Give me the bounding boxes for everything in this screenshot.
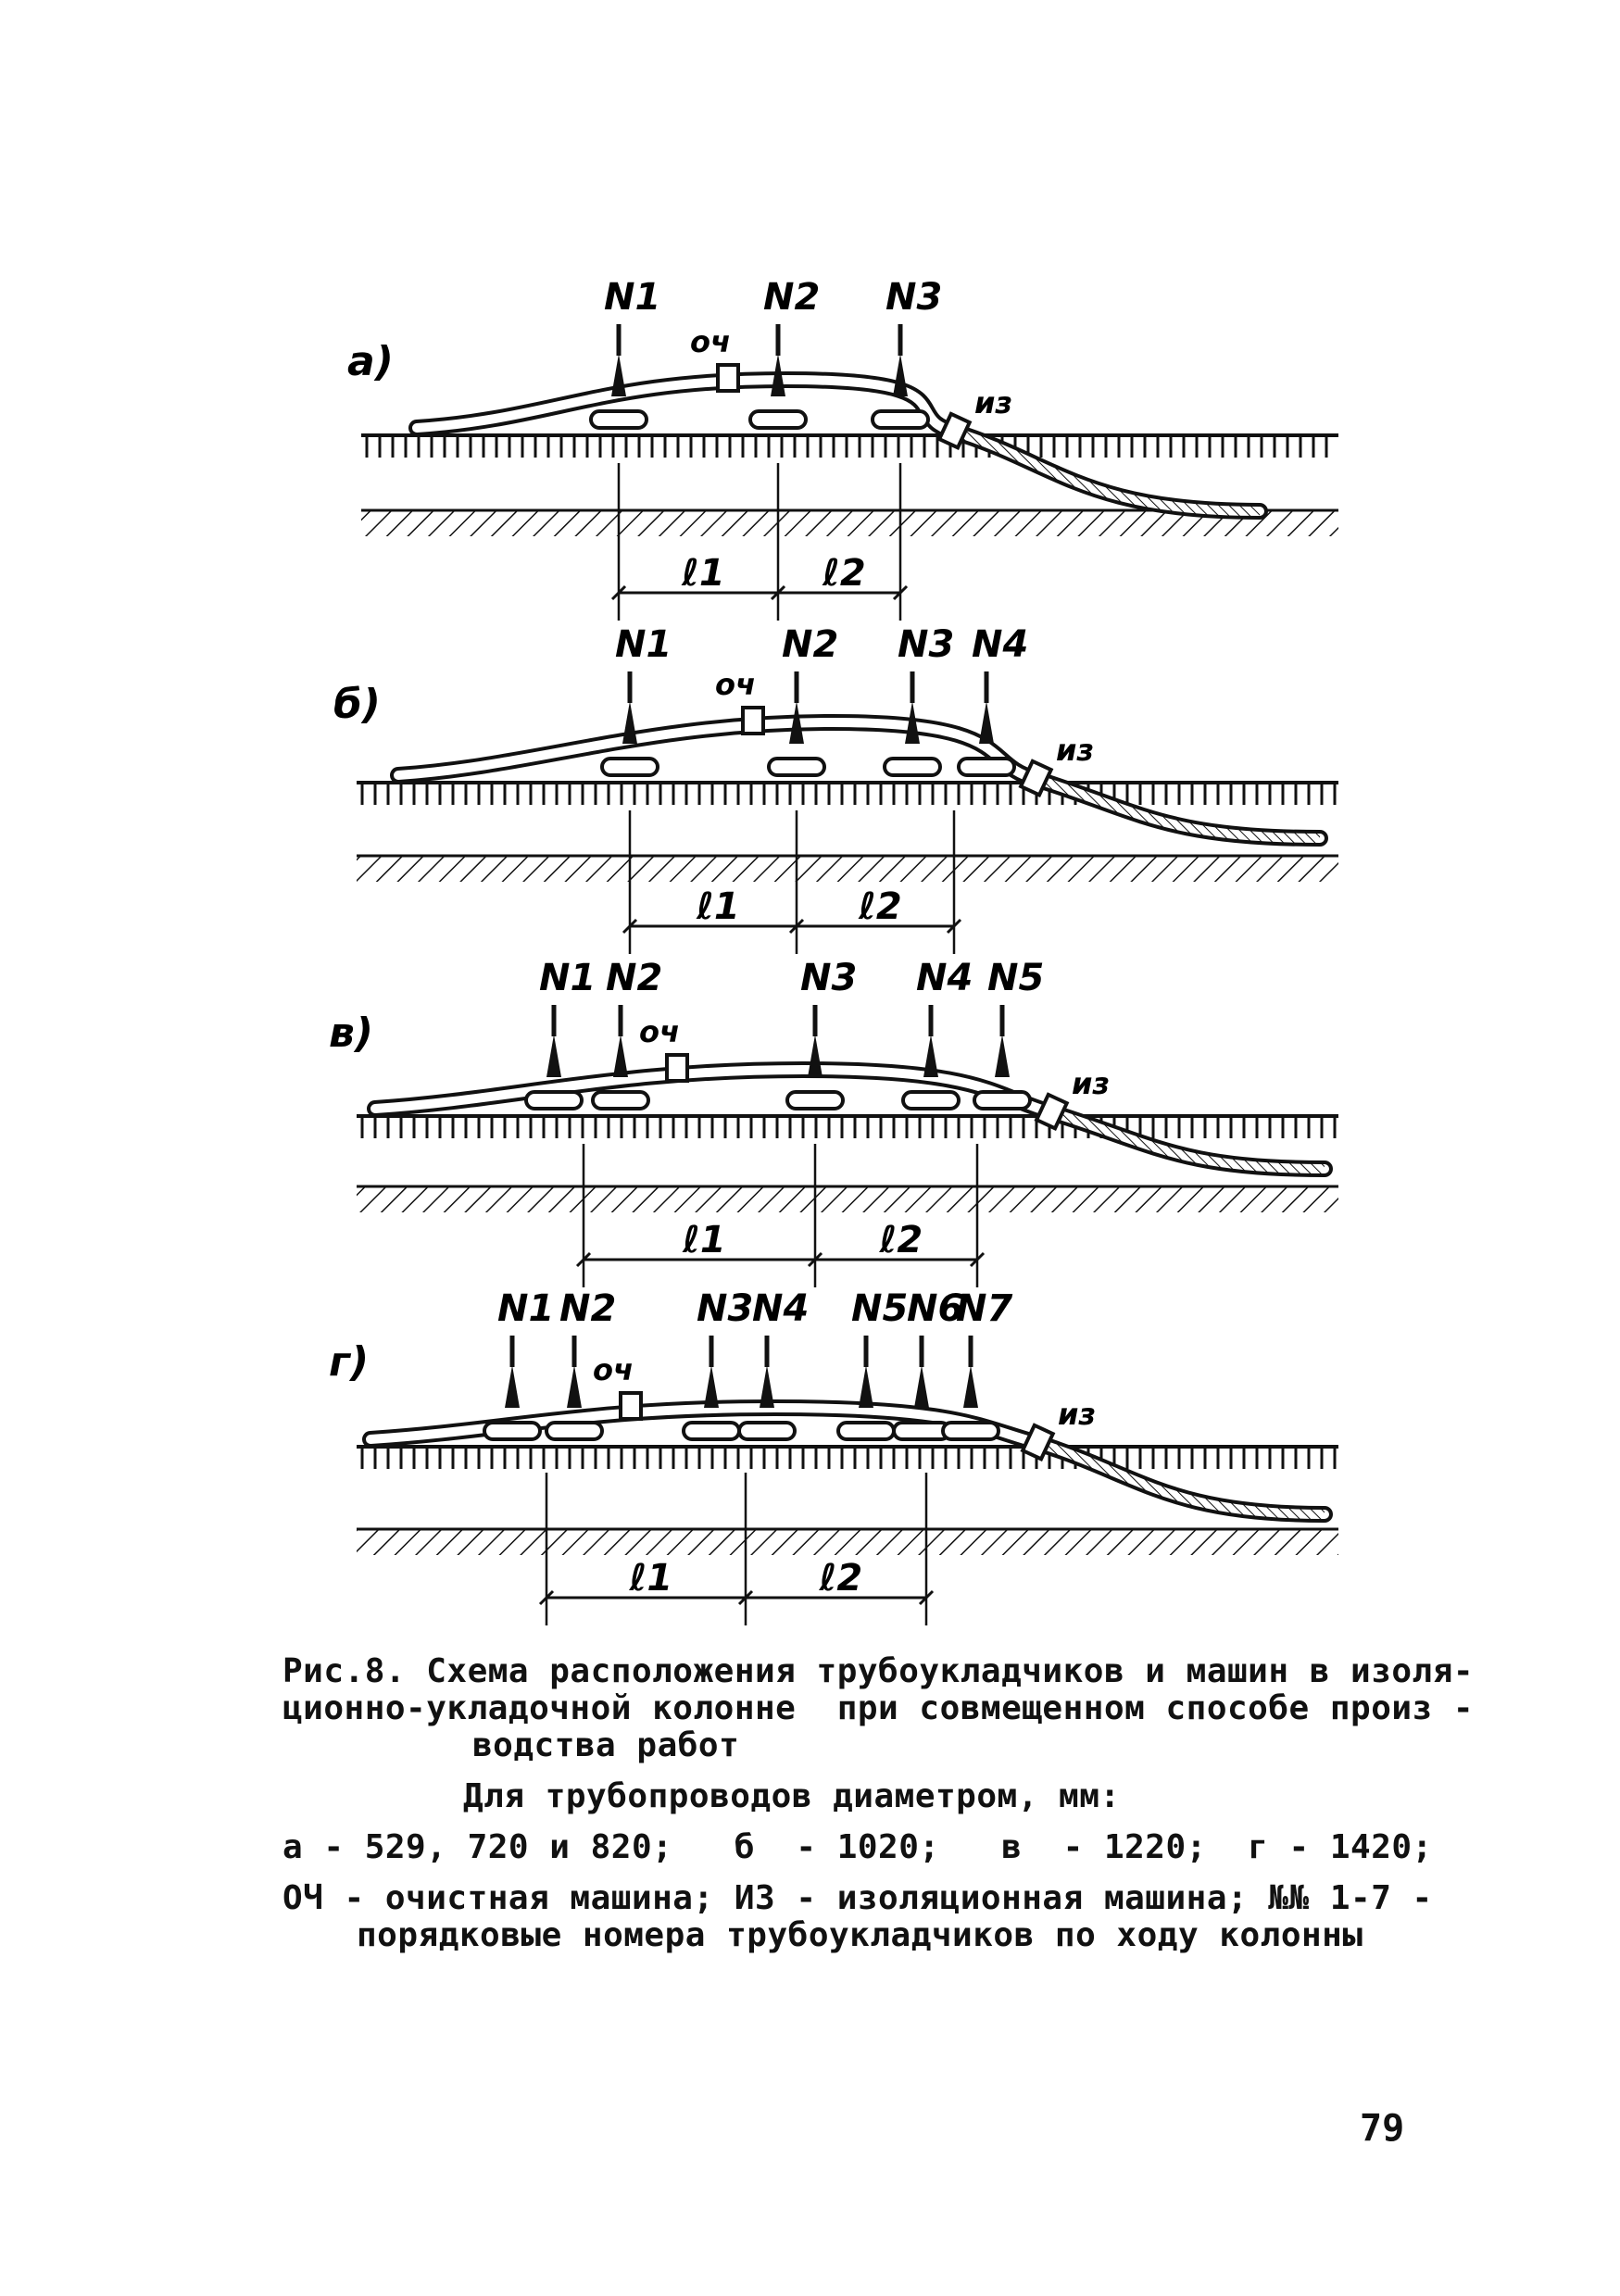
insulation-machine-label: из — [1056, 733, 1095, 768]
dimension-label-l1: ℓ1 — [697, 885, 740, 928]
panel-label: в) — [329, 1010, 373, 1057]
cleaning-machine-label: оч — [639, 1014, 680, 1049]
pipelayer-track — [903, 1092, 959, 1109]
pipelayer-label: N7 — [956, 1287, 1013, 1330]
caption-line-3: водства работ — [472, 1726, 740, 1764]
pipelayer-track — [974, 1092, 1030, 1109]
trench-hatch — [357, 856, 1338, 882]
pipelayer-label: N5 — [987, 957, 1045, 999]
pipelayer-track — [787, 1092, 843, 1109]
pipelayer-boom — [567, 1365, 582, 1408]
dimension-label-l1: ℓ1 — [683, 1219, 726, 1261]
pipelayer-label: N2 — [782, 623, 839, 666]
dimension-label-l1: ℓ1 — [682, 552, 725, 595]
pipelayer-boom — [704, 1365, 719, 1408]
caption-line-4: Для трубопроводов диаметром, мм: — [463, 1777, 1121, 1815]
pipelayer-boom — [546, 1035, 561, 1077]
insulation-machine-label: из — [974, 385, 1013, 420]
insulation-machine-label: из — [1058, 1397, 1097, 1432]
pipelayer-label: N1 — [539, 957, 597, 999]
panel-label: б) — [333, 681, 381, 728]
insulation-machine-label: из — [1072, 1066, 1111, 1101]
ground-ticks — [367, 435, 1326, 458]
pipelayer-boom — [859, 1365, 873, 1408]
cleaning-machine-label: оч — [690, 324, 731, 359]
pipelayer-boom — [963, 1365, 978, 1408]
pipelayer-label: N3 — [898, 623, 955, 666]
pipelayer-label: N5 — [851, 1287, 909, 1330]
panel-label: г) — [329, 1338, 370, 1386]
caption-line-6: ОЧ - очистная машина; ИЗ - изоляционная машина; №№ 1-7 - — [283, 1879, 1433, 1917]
pipelayer-label: N2 — [606, 957, 663, 999]
pipelayer-3 — [885, 623, 954, 775]
pipelayer-track — [838, 1423, 894, 1439]
pipelayer-3 — [787, 957, 857, 1109]
cleaning-machine-label: оч — [715, 667, 756, 702]
pipelayer-label: N1 — [497, 1287, 555, 1330]
pipelayer-boom — [923, 1035, 938, 1077]
pipelayer-track — [484, 1423, 540, 1439]
pipelayer-track — [750, 411, 806, 428]
dimension-label-l1: ℓ1 — [629, 1557, 673, 1600]
pipelayer-boom — [808, 1035, 823, 1077]
dimension-label-l2: ℓ2 — [823, 552, 866, 595]
caption-line-7: порядковые номера трубоукладчиков по ходу колонны — [357, 1916, 1363, 1954]
panel-v — [329, 957, 1338, 1287]
cleaning-machine — [718, 365, 738, 391]
pipelayer-2 — [750, 276, 820, 428]
pipelayer-track — [959, 759, 1014, 775]
cleaning-machine — [621, 1393, 641, 1419]
pipelayer-label: N4 — [916, 957, 973, 999]
pipelayer-label: N3 — [697, 1287, 754, 1330]
pipelayer-boom — [622, 701, 637, 744]
trench-hatch — [357, 1529, 1338, 1555]
pipelayer-boom — [914, 1365, 929, 1408]
page-number: 79 — [1360, 2107, 1405, 2150]
caption-line-5: а - 529, 720 и 820; б - 1020; в - 1220; г - 1420; — [283, 1828, 1433, 1866]
panel-a — [347, 276, 1338, 621]
caption-line-1: Рис.8. Схема расположения трубоукладчиков и машин в изоля- — [283, 1652, 1475, 1690]
pipelayer-track — [593, 1092, 648, 1109]
pipelayer-track — [739, 1423, 795, 1439]
pipelayer-label: N2 — [559, 1287, 617, 1330]
cleaning-machine — [743, 708, 763, 734]
pipelayer-track — [591, 411, 647, 428]
ground-ticks — [362, 783, 1335, 805]
pipelayer-label: N3 — [800, 957, 858, 999]
pipelayer-track — [602, 759, 658, 775]
dimension-lines — [612, 463, 907, 621]
pipelayer-boom — [979, 701, 994, 744]
caption-line-2: ционно-укладочной колонне при совмещенном способе произ - — [283, 1689, 1475, 1727]
pipelayer-track — [943, 1423, 998, 1439]
pipelayer-label: N2 — [763, 276, 821, 319]
dimension-label-l2: ℓ2 — [879, 1219, 923, 1261]
ground-ticks — [362, 1447, 1335, 1469]
panel-label: a) — [347, 338, 394, 385]
pipelayer-label: N1 — [615, 623, 672, 666]
trench-hatch — [357, 1186, 1338, 1212]
pipelayer-track — [873, 411, 928, 428]
cleaning-machine — [667, 1055, 687, 1081]
pipelayer-label: N6 — [907, 1287, 964, 1330]
pipelayer-label: N4 — [972, 623, 1029, 666]
pipelayer-track — [769, 759, 824, 775]
pipelayer-label: N4 — [752, 1287, 810, 1330]
pipelayer-label: N3 — [885, 276, 943, 319]
dimension-label-l2: ℓ2 — [859, 885, 902, 928]
pipelayer-label: N1 — [604, 276, 661, 319]
pipelayer-boom — [760, 1365, 774, 1408]
pipelayer-2 — [769, 623, 838, 775]
pipelayer-boom — [893, 354, 908, 396]
pipelayer-track — [526, 1092, 582, 1109]
dimension-lines — [577, 1144, 984, 1287]
pipelayer-boom — [995, 1035, 1010, 1077]
pipelayer-track — [684, 1423, 739, 1439]
pipelayer-boom — [505, 1365, 520, 1408]
panel-g — [329, 1287, 1338, 1625]
pipelayer-boom — [611, 354, 626, 396]
dimension-lines — [623, 810, 961, 954]
pipelayer-track — [885, 759, 940, 775]
panel-b — [333, 623, 1338, 954]
ground-ticks — [362, 1116, 1335, 1138]
cleaning-machine-label: оч — [593, 1352, 634, 1387]
pipelayer-boom — [613, 1035, 628, 1077]
pipelayer-1 — [602, 623, 672, 775]
pipelayer-track — [546, 1423, 602, 1439]
dimension-label-l2: ℓ2 — [819, 1557, 863, 1600]
